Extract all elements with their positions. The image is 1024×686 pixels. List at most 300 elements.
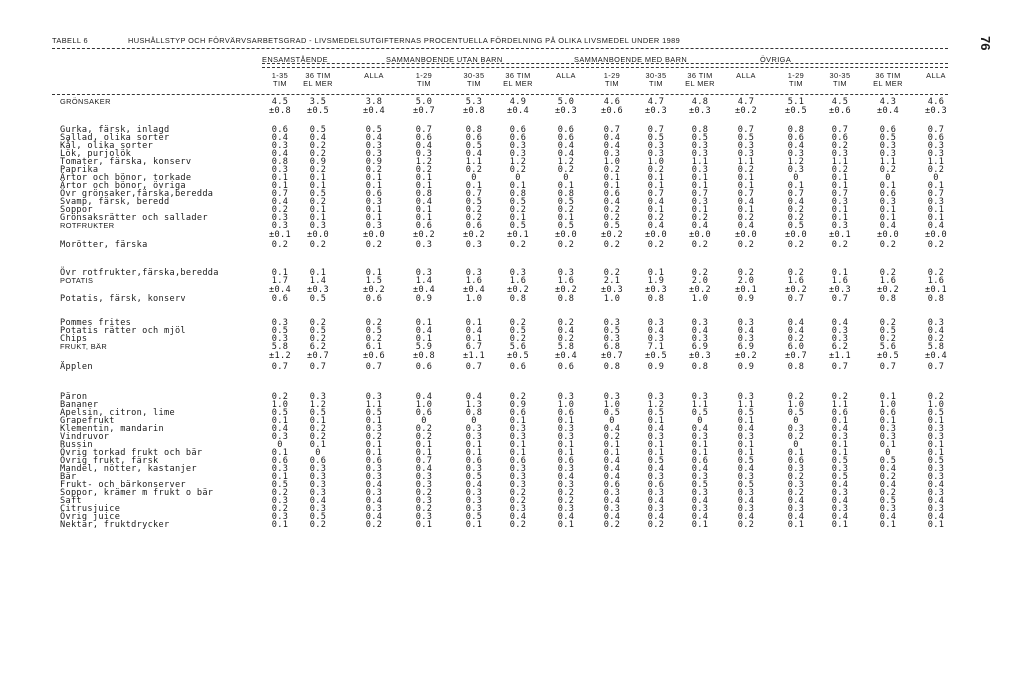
value-cell: 0.3: [465, 464, 483, 474]
value-cell: 0.5: [465, 472, 483, 482]
error-cell: ±0.3: [925, 106, 947, 116]
value-cell: 0.2: [271, 392, 289, 402]
value-cell: 0.1: [831, 440, 849, 450]
value-cell: 0.6: [271, 294, 289, 304]
value-cell: 0.1: [691, 440, 709, 450]
value-cell: 6.8: [603, 342, 621, 352]
error-cell: ±0.2: [877, 285, 899, 295]
value-cell: 0.4: [557, 141, 575, 151]
value-cell: 0.7: [647, 189, 665, 199]
value-cell: 0.6: [509, 125, 527, 135]
value-cell: 0.3: [509, 424, 527, 434]
value-cell: 0.4: [647, 221, 665, 231]
item-label: Russin: [60, 440, 93, 450]
value-cell: 1.2: [309, 400, 327, 410]
value-cell: 0.2: [509, 496, 527, 506]
error-cell: ±0.4: [413, 285, 435, 295]
value-cell: 0.2: [271, 205, 289, 215]
value-cell: 0.3: [557, 432, 575, 442]
value-cell: 0.2: [415, 165, 433, 175]
error-cell: ±0.4: [555, 351, 577, 361]
value-cell: 0.5: [465, 197, 483, 207]
value-cell: 0.2: [365, 334, 383, 344]
value-cell: 1.1: [691, 157, 709, 167]
value-cell: 0.4: [787, 318, 805, 328]
value-cell: 0.6: [465, 133, 483, 143]
value-cell: 0.8: [271, 157, 289, 167]
value-cell: 4.7: [647, 97, 665, 107]
value-cell: 6.0: [787, 342, 805, 352]
value-cell: 1.6: [787, 276, 805, 286]
value-cell: 0.2: [309, 432, 327, 442]
value-cell: 0.5: [557, 197, 575, 207]
value-cell: 0.3: [831, 197, 849, 207]
value-cell: 0.1: [691, 181, 709, 191]
column-heading-line1: ALLA: [556, 71, 576, 80]
value-cell: 0.6: [787, 456, 805, 466]
item-label: Bär: [60, 472, 77, 482]
value-cell: 0.1: [365, 448, 383, 458]
value-cell: 1.6: [557, 276, 575, 286]
item-label: Päron: [60, 392, 88, 402]
value-cell: 0.6: [415, 408, 433, 418]
value-cell: 6.7: [465, 342, 483, 352]
value-cell: 0.1: [831, 173, 849, 183]
value-cell: 0.2: [271, 488, 289, 498]
value-cell: 0.5: [365, 326, 383, 336]
value-cell: 0.8: [557, 294, 575, 304]
value-cell: 0.2: [415, 504, 433, 514]
value-cell: 0.5: [309, 408, 327, 418]
error-cell: ±0.7: [413, 106, 435, 116]
value-cell: 0.4: [879, 221, 897, 231]
value-cell: 5.9: [415, 342, 433, 352]
value-cell: 0.4: [603, 133, 621, 143]
value-cell: 0.3: [365, 392, 383, 402]
value-cell: 0.4: [927, 496, 945, 506]
value-cell: 0.1: [557, 416, 575, 426]
item-label: Soppor: [60, 205, 93, 215]
value-cell: 0.1: [509, 416, 527, 426]
item-label: Potatis, färsk, konserv: [60, 294, 186, 304]
error-cell: ±0.1: [269, 230, 291, 240]
value-cell: 0.1: [831, 205, 849, 215]
value-cell: 0.1: [415, 318, 433, 328]
value-cell: 0.6: [831, 133, 849, 143]
value-cell: 0.1: [557, 520, 575, 530]
value-cell: 0.1: [365, 416, 383, 426]
value-cell: 0.2: [365, 240, 383, 250]
item-label: Bananer: [60, 400, 99, 410]
value-cell: 0.3: [787, 480, 805, 490]
value-cell: 6.2: [831, 342, 849, 352]
value-cell: 0: [793, 173, 799, 183]
value-cell: 0.3: [647, 432, 665, 442]
value-cell: 0.3: [415, 512, 433, 522]
value-cell: 0.8: [509, 189, 527, 199]
value-cell: 0.2: [557, 334, 575, 344]
value-cell: 0.2: [603, 165, 621, 175]
value-cell: 0.3: [465, 268, 483, 278]
value-cell: 0.3: [365, 141, 383, 151]
value-cell: 0.9: [309, 157, 327, 167]
value-cell: 0.2: [509, 205, 527, 215]
error-cell: ±0.4: [463, 285, 485, 295]
value-cell: 0.1: [557, 213, 575, 223]
value-cell: 0.4: [737, 512, 755, 522]
value-cell: 0.2: [737, 520, 755, 530]
item-label: Soppor, krämer m frukt o bär: [60, 488, 214, 498]
value-cell: 0.2: [365, 520, 383, 530]
value-cell: 0.3: [691, 488, 709, 498]
value-cell: 1.1: [365, 400, 383, 410]
value-cell: 0.5: [647, 133, 665, 143]
error-cell: ±0.0: [785, 230, 807, 240]
value-cell: 0.1: [309, 440, 327, 450]
value-cell: 0: [885, 173, 891, 183]
value-cell: 0.3: [691, 334, 709, 344]
value-cell: 0.5: [691, 480, 709, 490]
error-cell: ±0.4: [269, 285, 291, 295]
value-cell: 0.2: [557, 240, 575, 250]
column-heading-line2: EL MER: [303, 79, 333, 88]
value-cell: 0.2: [691, 240, 709, 250]
value-cell: 0.5: [271, 326, 289, 336]
error-cell: ±0.2: [689, 285, 711, 295]
column-heading-line1: 30-35: [829, 71, 851, 80]
value-cell: 0.5: [309, 512, 327, 522]
error-cell: ±0.8: [413, 351, 435, 361]
value-cell: 0.3: [557, 424, 575, 434]
value-cell: 0.3: [415, 149, 433, 159]
value-cell: 0.2: [509, 318, 527, 328]
value-cell: 0.3: [365, 197, 383, 207]
value-cell: 0.1: [831, 213, 849, 223]
value-cell: 0.2: [787, 240, 805, 250]
value-cell: 0.3: [647, 488, 665, 498]
value-cell: 0.4: [603, 472, 621, 482]
value-cell: 0.1: [927, 213, 945, 223]
value-cell: 0.1: [509, 213, 527, 223]
value-cell: 0.1: [737, 181, 755, 191]
value-cell: 0.2: [831, 165, 849, 175]
value-cell: 4.6: [603, 97, 621, 107]
value-cell: 0.3: [927, 149, 945, 159]
value-cell: 0.1: [879, 416, 897, 426]
error-cell: ±0.1: [507, 230, 529, 240]
error-cell: ±0.2: [785, 285, 807, 295]
value-cell: 0.4: [737, 197, 755, 207]
value-cell: 0.5: [365, 125, 383, 135]
value-cell: 0.2: [509, 334, 527, 344]
value-cell: 0.1: [603, 173, 621, 183]
value-cell: 0.3: [737, 141, 755, 151]
value-cell: 0.1: [927, 448, 945, 458]
value-cell: 0.5: [691, 408, 709, 418]
value-cell: 0.4: [737, 326, 755, 336]
value-cell: 0.7: [691, 189, 709, 199]
value-cell: 0.5: [603, 408, 621, 418]
value-cell: 0.3: [647, 392, 665, 402]
value-cell: 0.6: [465, 221, 483, 231]
value-cell: 0.2: [647, 165, 665, 175]
item-label: Övr rotfrukter,färska,beredda: [60, 268, 219, 278]
value-cell: 1.2: [415, 157, 433, 167]
value-cell: 0.3: [691, 149, 709, 159]
value-cell: 0.1: [879, 181, 897, 191]
value-cell: 0.3: [647, 504, 665, 514]
value-cell: 4.7: [737, 97, 755, 107]
value-cell: 0.3: [415, 480, 433, 490]
column-heading-line1: ALLA: [364, 71, 384, 80]
value-cell: 0.3: [309, 221, 327, 231]
value-cell: 0.3: [415, 240, 433, 250]
value-cell: 0.4: [603, 141, 621, 151]
value-cell: 0.1: [737, 173, 755, 183]
error-cell: ±0.2: [735, 351, 757, 361]
error-cell: ±0.7: [307, 351, 329, 361]
item-label: Nektar, fruktdrycker: [60, 520, 170, 530]
value-cell: 0.3: [879, 141, 897, 151]
value-cell: 0.6: [465, 456, 483, 466]
value-cell: 0: [515, 173, 521, 183]
value-cell: 0.7: [831, 189, 849, 199]
value-cell: 1.5: [365, 276, 383, 286]
column-heading-line1: 36 TIM: [305, 71, 331, 80]
value-cell: 0.2: [787, 488, 805, 498]
value-cell: 0.1: [879, 440, 897, 450]
value-cell: 0.6: [603, 480, 621, 490]
value-cell: 1.0: [647, 157, 665, 167]
value-cell: 0.2: [415, 424, 433, 434]
value-cell: 0.1: [509, 440, 527, 450]
value-cell: 5.0: [557, 97, 575, 107]
item-label: Frukt- och bärkonserver: [60, 480, 186, 490]
value-cell: 1.3: [465, 400, 483, 410]
value-cell: 0.2: [787, 213, 805, 223]
value-cell: 0.1: [647, 205, 665, 215]
value-cell: 4.9: [509, 97, 527, 107]
error-cell: ±0.3: [689, 351, 711, 361]
value-cell: 1.1: [831, 157, 849, 167]
value-cell: 1.1: [737, 400, 755, 410]
value-cell: 0.3: [509, 432, 527, 442]
value-cell: 0.2: [879, 318, 897, 328]
value-cell: 0.3: [557, 480, 575, 490]
value-cell: 0.3: [465, 240, 483, 250]
value-cell: 0.5: [737, 133, 755, 143]
value-cell: 0: [277, 440, 283, 450]
group-heading: SAMMANBOENDE MED BARN: [574, 55, 688, 64]
value-cell: 0.3: [927, 424, 945, 434]
value-cell: 0.6: [831, 408, 849, 418]
value-cell: 0.5: [831, 456, 849, 466]
value-cell: 0.2: [365, 432, 383, 442]
value-cell: 4.5: [831, 97, 849, 107]
value-cell: 0.6: [557, 125, 575, 135]
item-label: Svamp, färsk, beredd: [60, 197, 170, 207]
column-heading-line2: TIM: [417, 79, 431, 88]
value-cell: 4.6: [927, 97, 945, 107]
item-label: Kål, olika sorter: [60, 141, 154, 151]
value-cell: 0.2: [271, 504, 289, 514]
value-cell: 0.3: [365, 424, 383, 434]
value-cell: 0.2: [879, 488, 897, 498]
value-cell: 0.8: [465, 408, 483, 418]
column-heading-line1: 1-29: [603, 71, 621, 80]
value-cell: 0.1: [879, 520, 897, 530]
value-cell: 0.1: [831, 520, 849, 530]
value-cell: 0.1: [465, 520, 483, 530]
error-cell: ±0.3: [555, 106, 577, 116]
value-cell: 0.1: [787, 520, 805, 530]
item-label: Gurka, färsk, inlagd: [60, 125, 170, 135]
value-cell: 0.4: [647, 496, 665, 506]
value-cell: 0.3: [365, 464, 383, 474]
value-cell: 0.1: [603, 440, 621, 450]
value-cell: 0.3: [831, 326, 849, 336]
value-cell: 0.2: [603, 520, 621, 530]
value-cell: 0.2: [927, 268, 945, 278]
value-cell: 1.2: [787, 157, 805, 167]
value-cell: 1.4: [415, 276, 433, 286]
value-cell: 0.2: [415, 432, 433, 442]
error-cell: ±0.6: [829, 106, 851, 116]
page-number: 76: [978, 36, 993, 51]
error-cell: ±0.0: [645, 230, 667, 240]
value-cell: 0.3: [557, 504, 575, 514]
value-cell: 0.4: [927, 326, 945, 336]
column-heading-line2: TIM: [833, 79, 847, 88]
item-label: Grapefrukt: [60, 416, 115, 426]
value-cell: 0.3: [647, 472, 665, 482]
value-cell: 0.2: [603, 240, 621, 250]
error-cell: ±0.7: [601, 351, 623, 361]
value-cell: 0.2: [787, 334, 805, 344]
value-cell: 0.4: [415, 326, 433, 336]
error-cell: ±0.7: [785, 351, 807, 361]
table-number: TABELL 6: [52, 36, 89, 45]
error-cell: ±0.2: [363, 285, 385, 295]
value-cell: 0.6: [879, 189, 897, 199]
value-cell: 0.2: [787, 392, 805, 402]
value-cell: 1.6: [509, 276, 527, 286]
error-cell: ±0.1: [829, 230, 851, 240]
value-cell: 0.1: [309, 205, 327, 215]
value-cell: 0.7: [831, 125, 849, 135]
value-cell: 5.1: [787, 97, 805, 107]
value-cell: 0.4: [647, 464, 665, 474]
error-cell: ±0.5: [645, 351, 667, 361]
value-cell: 0.7: [647, 125, 665, 135]
value-cell: 0.2: [737, 240, 755, 250]
value-cell: 0.1: [787, 448, 805, 458]
value-cell: 0.1: [415, 334, 433, 344]
value-cell: 0.4: [465, 480, 483, 490]
value-cell: 0.1: [691, 205, 709, 215]
value-cell: 1.1: [879, 157, 897, 167]
value-cell: 0.1: [365, 213, 383, 223]
value-cell: 0.1: [365, 205, 383, 215]
value-cell: 0.3: [603, 334, 621, 344]
value-cell: 0.7: [879, 362, 897, 372]
error-cell: ±0.8: [463, 106, 485, 116]
value-cell: 0.3: [927, 197, 945, 207]
value-cell: 0.2: [309, 165, 327, 175]
error-cell: ±0.2: [555, 285, 577, 295]
value-cell: 0.3: [787, 504, 805, 514]
value-cell: 0.4: [647, 424, 665, 434]
value-cell: 0.6: [365, 189, 383, 199]
value-cell: 0.4: [647, 197, 665, 207]
value-cell: 0.1: [309, 173, 327, 183]
value-cell: 0.2: [691, 213, 709, 223]
column-heading-line1: ALLA: [926, 71, 946, 80]
value-cell: 1.1: [831, 400, 849, 410]
value-cell: 0.4: [691, 424, 709, 434]
value-cell: 0.8: [927, 294, 945, 304]
value-cell: 1.2: [557, 157, 575, 167]
value-cell: 0: [793, 440, 799, 450]
value-cell: 0.3: [309, 488, 327, 498]
error-cell: ±0.2: [601, 230, 623, 240]
value-cell: 0.4: [831, 512, 849, 522]
value-cell: 0.3: [879, 197, 897, 207]
value-cell: 1.1: [737, 157, 755, 167]
value-cell: 0.3: [647, 141, 665, 151]
value-cell: 1.0: [927, 400, 945, 410]
value-cell: 0.2: [647, 213, 665, 223]
error-cell: ±0.0: [307, 230, 329, 240]
value-cell: 0.6: [647, 480, 665, 490]
value-cell: 0.2: [831, 392, 849, 402]
value-cell: 0.8: [465, 125, 483, 135]
header-rule-bottom: [52, 94, 948, 95]
category-label: GRÖNSAKER: [60, 97, 111, 106]
value-cell: 0.7: [831, 362, 849, 372]
value-cell: 0.2: [309, 240, 327, 250]
value-cell: 0.3: [691, 197, 709, 207]
value-cell: 0.3: [509, 141, 527, 151]
value-cell: 0.5: [557, 221, 575, 231]
value-cell: 0.5: [465, 512, 483, 522]
item-label: Sallad, olika sorter: [60, 133, 170, 143]
column-heading-line1: 1-29: [415, 71, 433, 80]
value-cell: 0.1: [831, 181, 849, 191]
value-cell: 0.4: [787, 512, 805, 522]
value-cell: 0.4: [415, 141, 433, 151]
error-cell: ±1.1: [829, 351, 851, 361]
value-cell: 0.2: [879, 472, 897, 482]
value-cell: 0.1: [879, 213, 897, 223]
value-cell: 0.2: [927, 334, 945, 344]
value-cell: 0.1: [927, 181, 945, 191]
value-cell: 0.1: [557, 440, 575, 450]
value-cell: 1.1: [927, 157, 945, 167]
item-label: Chips: [60, 334, 88, 344]
value-cell: 1.6: [831, 276, 849, 286]
value-cell: 0.1: [465, 334, 483, 344]
error-cell: ±0.4: [877, 106, 899, 116]
value-cell: 0.1: [927, 520, 945, 530]
value-cell: 0.1: [271, 472, 289, 482]
value-cell: 0.5: [927, 456, 945, 466]
value-cell: 0.4: [737, 424, 755, 434]
value-cell: 0.3: [271, 512, 289, 522]
value-cell: 0.3: [927, 504, 945, 514]
value-cell: 0.3: [509, 504, 527, 514]
error-cell: ±0.3: [645, 106, 667, 116]
